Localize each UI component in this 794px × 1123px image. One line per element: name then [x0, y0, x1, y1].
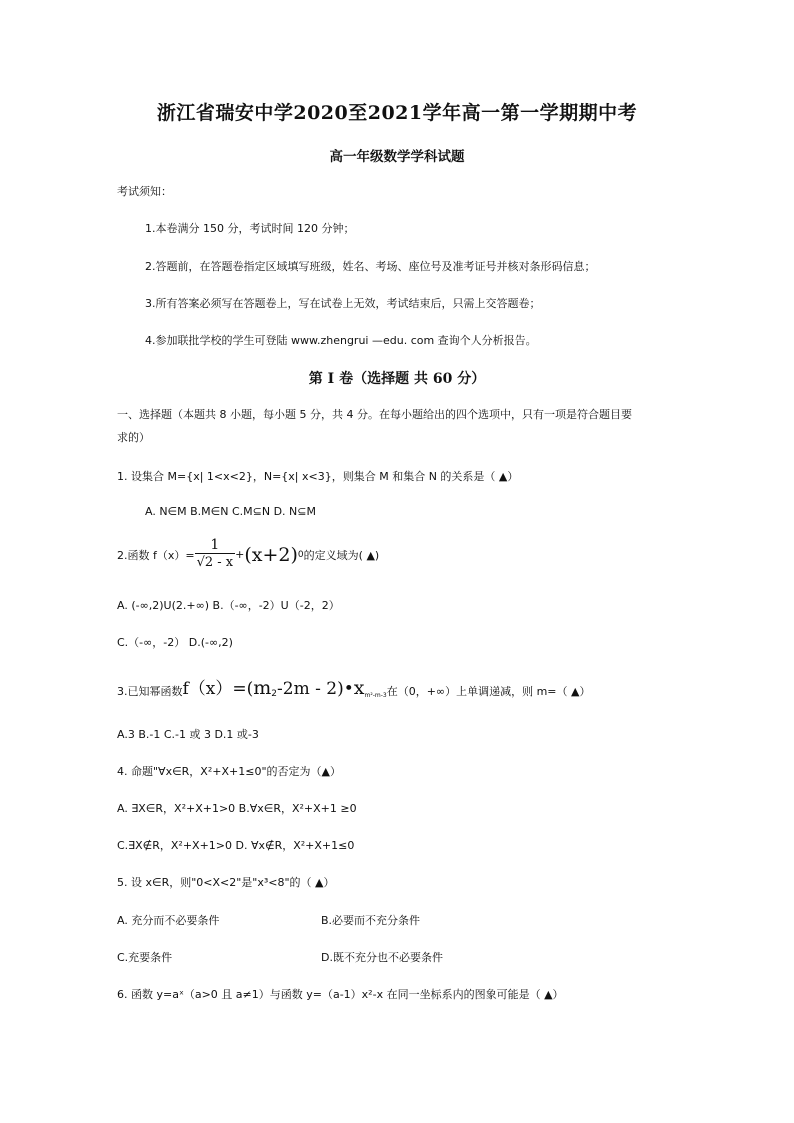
notice-heading: 考试须知：: [117, 185, 172, 198]
q2-power-base: (x+2): [244, 543, 298, 566]
q2-frac-denominator: √2 - x: [196, 555, 234, 570]
q3-x-exponent: m²-m-3: [364, 692, 387, 699]
question-6-stem: 6. 函数 y=aˣ（a>0 且 a≠1）与函数 y=（a-1）x²-x 在同一坐标系内的图象可能是（ ▲）: [117, 988, 564, 1001]
question-1-options: A. N∈M B.M∈N C.M⊆N D. N⊆M: [145, 505, 316, 518]
notice-item: 2.答题前，在答题卷指定区域填写班级，姓名、考场、座位号及准考证号并核对条形码信息；: [145, 260, 596, 273]
notice-item: 3.所有答案必须写在答题卷上，写在试卷上无效，考试结束后，只需上交答题卷；: [145, 297, 541, 310]
question-1-stem: 1. 设集合 M={x| 1<x<2}，N={x| x<3}，则集合 M 和集合 N 的关系是（ ▲）: [117, 470, 519, 483]
section-intro-line1: 一、选择题（本题共 8 小题，每小题 5 分，共 4 分。在每小题给出的四个选项中，只有一项是符合题目要: [117, 408, 632, 421]
q2-power-exponent: 0: [297, 549, 304, 560]
question-4-stem: 4. 命题"∀x∈R，X²+X+1≤0"的否定为（▲）: [117, 765, 341, 778]
question-2-options-line2: C.（-∞，-2） D.(-∞,2): [117, 636, 233, 649]
question-5-stem: 5. 设 x∈R，则"0<X<2"是"x³<8"的（ ▲）: [117, 876, 335, 889]
q2-frac-numerator: 1: [210, 537, 220, 553]
q3-prefix: 3.已知幂函数: [117, 685, 183, 698]
question-3-stem: [117, 674, 590, 699]
q2-fraction: [195, 537, 236, 572]
question-5-option-c: C.充要条件: [117, 951, 173, 964]
question-4-options-line2: C.∃X∉R，X²+X+1>0 D. ∀x∉R，X²+X+1≤0: [117, 839, 355, 852]
question-5-option-a: A. 充分而不必要条件: [117, 914, 220, 927]
q3-m-base: m: [253, 677, 272, 699]
question-5-option-b: B.必要而不充分条件: [321, 914, 421, 927]
q2-prefix: 2.函数 f（x）=: [117, 548, 195, 562]
section-intro-line2: 求的）: [117, 431, 150, 444]
q2-plus: +: [235, 548, 245, 561]
page-subtitle: 高一年级数学学科试题: [329, 149, 465, 165]
q2-suffix: 的定义域为( ▲): [303, 548, 380, 562]
q3-middle: -2m - 2)•: [277, 679, 354, 699]
q3-x-base: x: [353, 677, 365, 699]
question-2-stem: [117, 537, 379, 572]
page-title: 浙江省瑞安中学2020至2021学年高一第一学期期中考: [156, 102, 638, 124]
notice-item: 4.参加联批学校的学生可登陆 www.zhengrui —edu. com 查询个人分析报告。: [145, 334, 537, 347]
question-2-options-line1: A. (-∞,2)U(2.+∞) B.（-∞，-2）U（-2，2）: [117, 599, 340, 612]
q3-m-exponent: 2: [271, 689, 278, 699]
question-3-options: A.3 B.-1 C.-1 或 3 D.1 或-3: [117, 728, 259, 741]
question-5-option-d: D.既不充分也不必要条件: [321, 951, 443, 964]
section-title: 第 I 卷（选择题 共 60 分）: [308, 371, 486, 387]
question-4-options-line1: A. ∃X∈R，X²+X+1>0 B.∀x∈R，X²+X+1 ≥0: [117, 802, 357, 815]
q3-func: f（x）=(: [182, 679, 254, 699]
notice-item: 1.本卷满分 150 分，考试时间 120 分钟；: [145, 222, 355, 235]
q3-suffix: 在（0，+∞）上单调递减，则 m=（ ▲）: [386, 685, 591, 698]
